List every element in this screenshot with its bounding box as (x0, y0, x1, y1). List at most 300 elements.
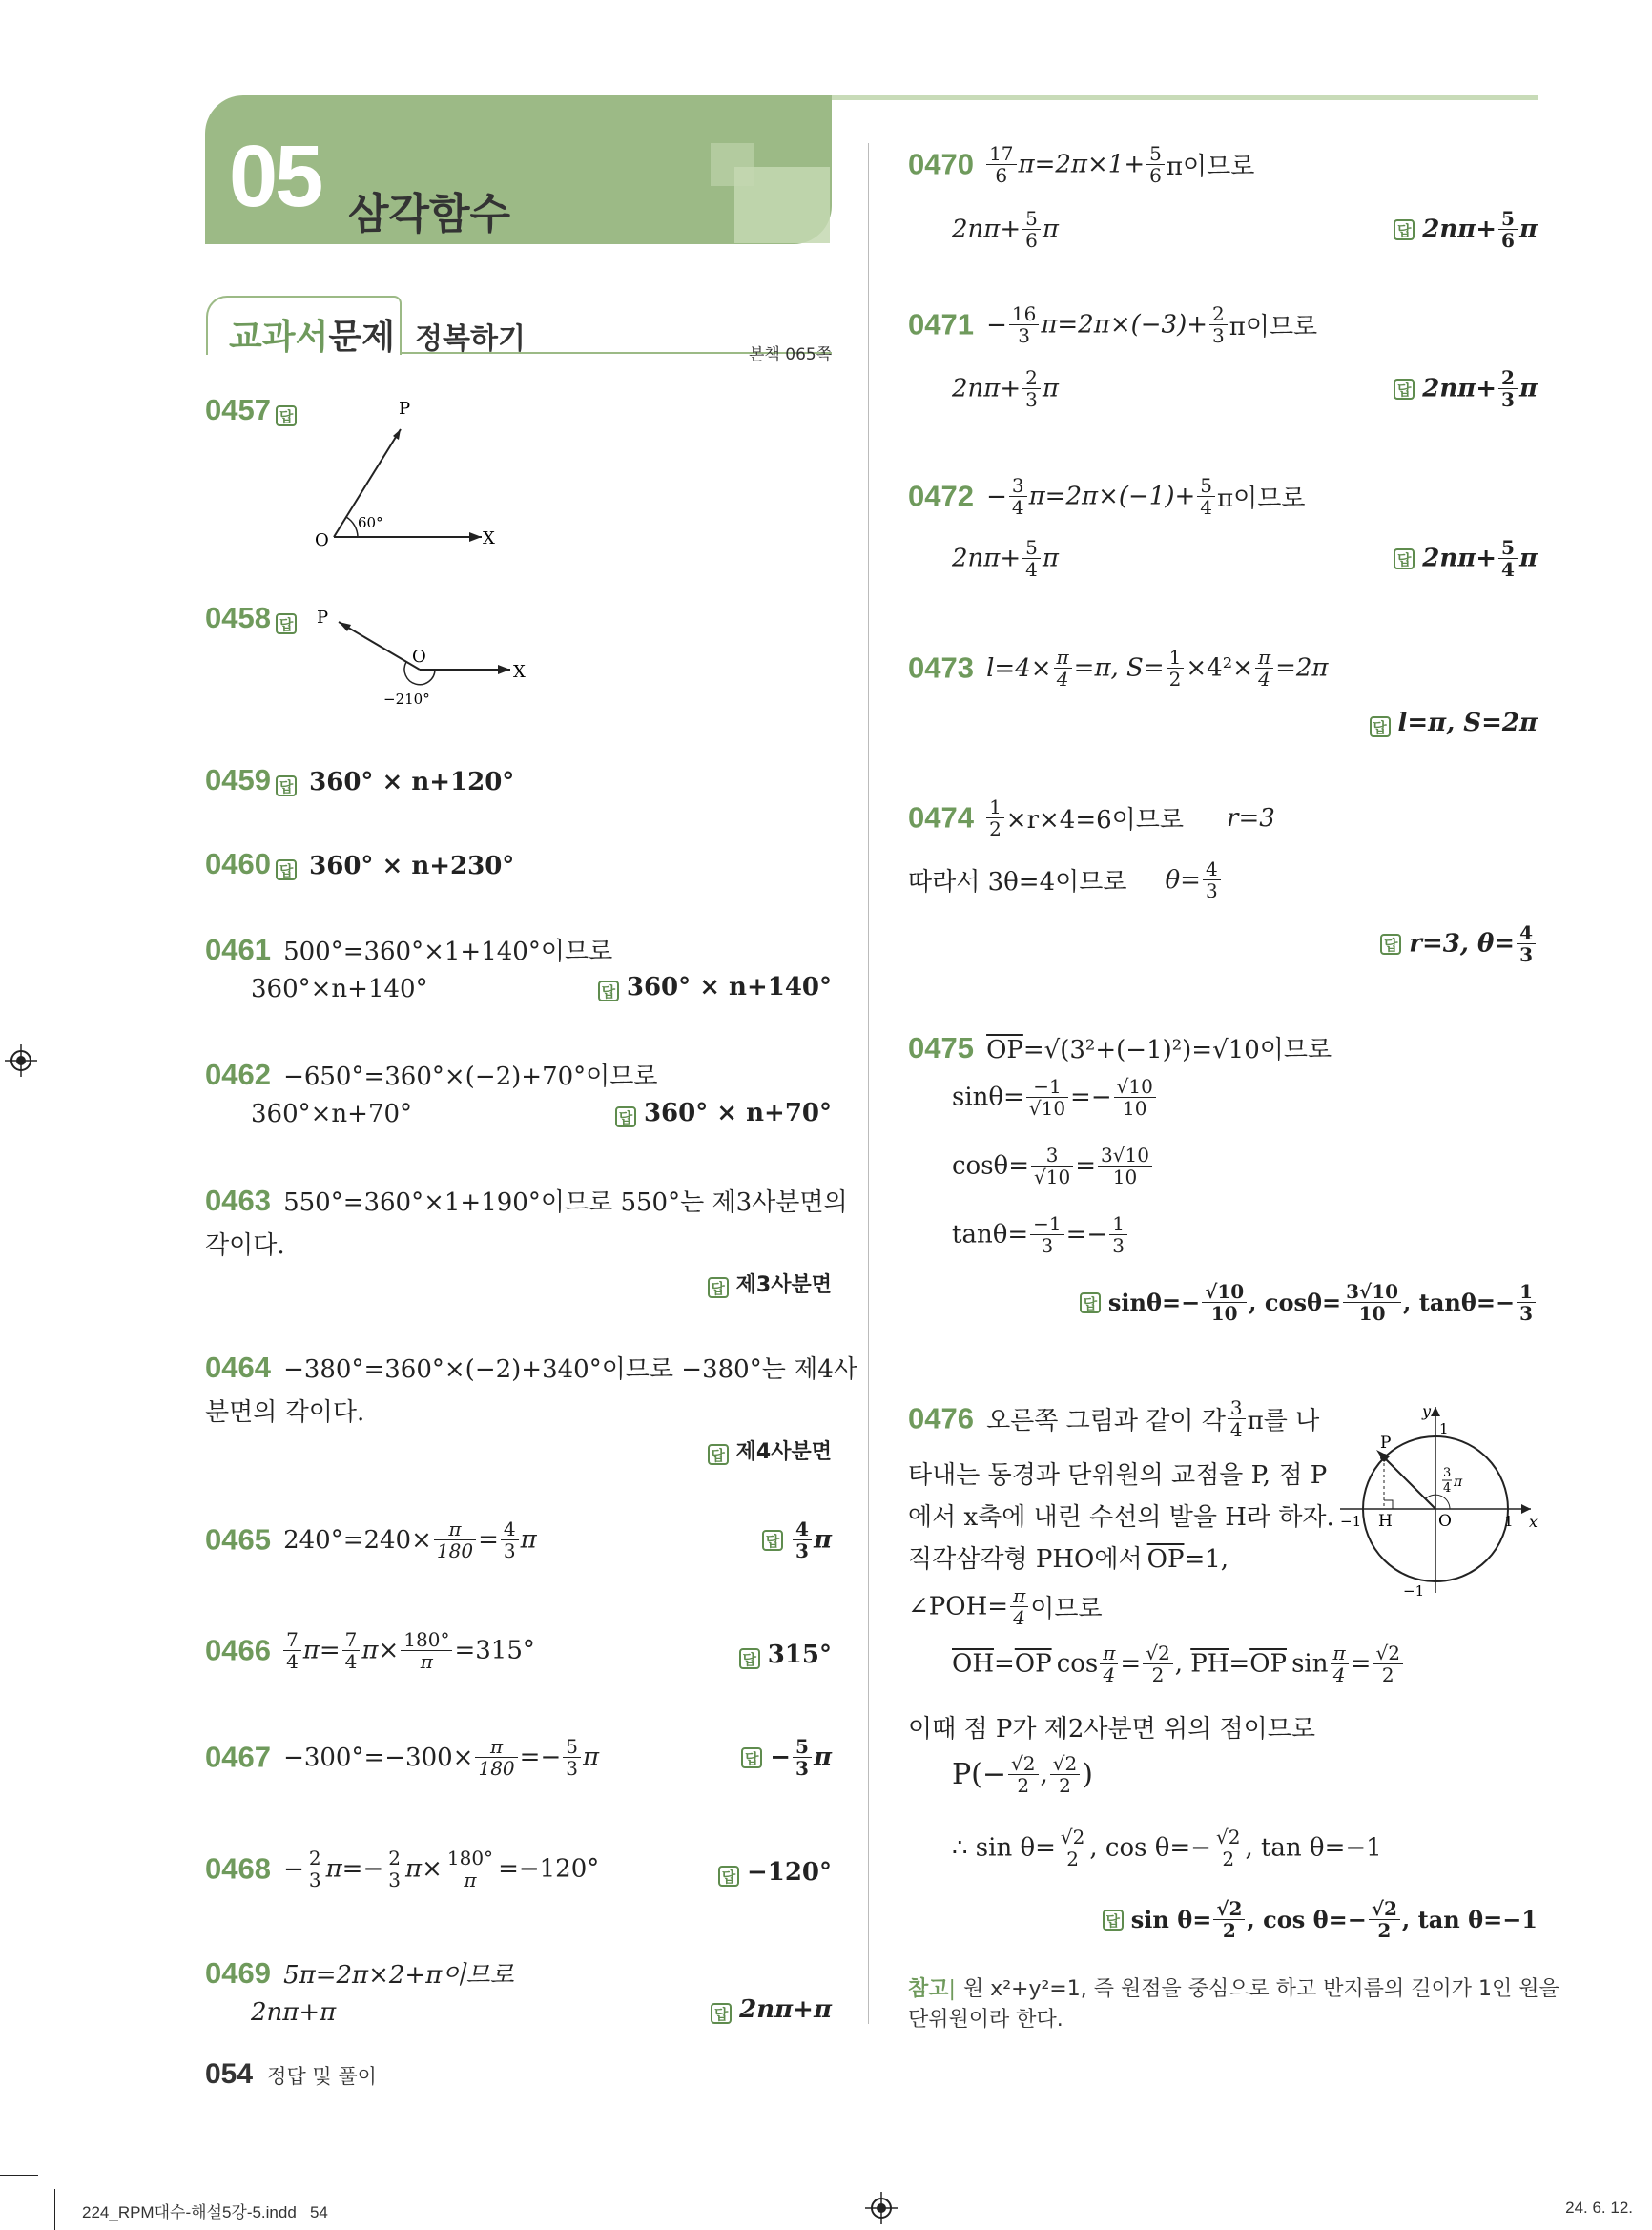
denominator: 3 (1018, 324, 1030, 347)
denominator: 3 (308, 1869, 321, 1891)
answer-tag: 답 (739, 1648, 760, 1669)
expr: π이므로 (1166, 153, 1255, 181)
segment-op: $\overline{OP}$ (1014, 1649, 1052, 1679)
solution-line-0470 (952, 208, 1059, 251)
fraction (501, 1518, 519, 1561)
fraction (1213, 1898, 1245, 1941)
expr: π=− (325, 1854, 384, 1884)
problem-0466 (205, 1629, 535, 1672)
problem-number: 0472 (908, 479, 974, 513)
problem-number: 0466 (205, 1633, 271, 1667)
fraction (1202, 1281, 1247, 1324)
solution-line-l8 (952, 1753, 1093, 1796)
expr: π (813, 1525, 832, 1555)
segment-oh: $\overline{OH}$ (952, 1649, 994, 1679)
fraction (1213, 1827, 1243, 1869)
expr: π=2π×(−1)+ (1028, 482, 1196, 511)
numerator: √2 (1213, 1827, 1243, 1848)
denominator: 3 (1205, 879, 1218, 902)
fraction (986, 143, 1016, 186)
answer: −120° (746, 1858, 832, 1887)
problem-0470 (908, 143, 1254, 186)
denominator: 2 (1017, 1774, 1030, 1797)
note-block (908, 1972, 1559, 2002)
problem-0468 (205, 1848, 599, 1890)
denominator: 4 (1011, 496, 1024, 519)
expr: π (1042, 544, 1059, 573)
label-angle: −210° (383, 691, 430, 708)
problem-number: 0459 (205, 763, 271, 796)
fraction (1228, 1397, 1246, 1440)
numerator: √2 (1058, 1827, 1087, 1848)
label-H: H (1378, 1512, 1393, 1531)
denominator: 4 (1501, 558, 1515, 581)
answer-tag: 답 (1103, 1910, 1124, 1931)
solution-line: 분면의 각이다. (205, 1398, 365, 1427)
numerator: π (475, 1736, 517, 1758)
answer-0470 (1394, 208, 1538, 251)
right-angle-mark (1384, 1500, 1393, 1509)
problem-number: 0463 (205, 1184, 271, 1217)
angle-arc (346, 517, 358, 537)
numerator: 2 (1022, 367, 1041, 389)
expr: , cosθ= (1249, 1289, 1342, 1316)
problem-number: 0473 (908, 650, 974, 685)
answer-tag: 답 (718, 1866, 739, 1887)
expr: sinθ= (952, 1083, 1024, 1112)
sin-line-0475 (952, 1076, 1158, 1119)
denominator: 4 (344, 1650, 358, 1673)
expr: π (582, 1743, 600, 1772)
problem-0471 (908, 303, 1317, 346)
answer-0466 (739, 1641, 832, 1669)
answer-tag: 답 (615, 1106, 636, 1127)
fraction (563, 1736, 581, 1779)
label-y: y (1422, 1402, 1432, 1420)
numerator: π (1255, 647, 1273, 669)
fraction (401, 1629, 452, 1672)
expr: π (520, 1525, 537, 1555)
answer-tag: 답 (276, 775, 297, 796)
problem-0462 (205, 1057, 658, 1092)
fraction (1143, 1642, 1172, 1685)
solution-line-l9 (952, 1827, 1382, 1869)
expr: l=4× (986, 653, 1052, 683)
fraction (1022, 537, 1041, 580)
expr: π× (361, 1636, 400, 1665)
denominator: 3 (1212, 324, 1225, 347)
denominator: π (420, 1650, 433, 1673)
fraction (1114, 1076, 1156, 1119)
label-one-right: 1 (1504, 1513, 1514, 1530)
numerator: 4 (793, 1518, 812, 1540)
expr: =√(3²+(−1)²)=√10이므로 (1022, 1036, 1332, 1064)
column-divider (868, 143, 869, 2024)
fraction (1255, 647, 1273, 690)
expr: =315° (454, 1636, 535, 1665)
denominator: 6 (995, 164, 1008, 187)
numerator: −1 (1026, 1076, 1068, 1098)
solution-line: 2nπ+π (251, 1998, 337, 2027)
numerator: √10 (1114, 1076, 1156, 1098)
expr: π (1518, 374, 1538, 403)
denominator: 10 (1112, 1166, 1138, 1188)
label-X: X (483, 528, 495, 548)
expr: =− (1070, 1083, 1112, 1112)
numerator: 3 (1031, 1145, 1073, 1167)
denominator: 4 (1258, 668, 1270, 691)
expr: , (1040, 1760, 1048, 1789)
fraction (342, 1629, 361, 1672)
denominator: 3 (795, 1539, 809, 1562)
expr: 2nπ+ (952, 374, 1022, 403)
segment-op: $\overline{OP}$ (1249, 1649, 1287, 1679)
numerator: 5 (1146, 143, 1165, 165)
numerator: 2 (306, 1848, 324, 1869)
answer: 360° × n+70° (643, 1099, 832, 1127)
expr: − (986, 482, 1007, 511)
expr: θ= (1165, 865, 1201, 895)
y-axis-arrow (1431, 1407, 1440, 1416)
fraction (986, 796, 1004, 839)
numerator: 2 (385, 1848, 403, 1869)
problem-number: 0470 (908, 147, 974, 181)
expr: 2nπ+ (1422, 215, 1497, 244)
problem-0460 (205, 847, 514, 881)
expr: = (1075, 1151, 1096, 1181)
expr: = (478, 1525, 499, 1555)
point-P (1380, 1454, 1388, 1461)
page-footer (205, 2058, 377, 2091)
ray-op (339, 622, 420, 670)
crop-mark-left (0, 2175, 38, 2176)
denominator: 10 (1358, 1302, 1386, 1325)
expr: sin (1291, 1649, 1329, 1679)
problem-0473 (908, 647, 1329, 690)
registration-mark-bottom (865, 2192, 898, 2224)
answer-tag: 답 (1080, 1292, 1101, 1313)
answer-0464 (708, 1435, 832, 1465)
note-divider: | (948, 1977, 956, 2001)
denominator: 3 (1112, 1234, 1125, 1257)
angle-figure-0458 (305, 601, 544, 715)
numerator: 5 (793, 1736, 812, 1758)
fraction (475, 1736, 517, 1779)
solution-line-0472 (952, 537, 1059, 580)
page-label: 정답 및 풀이 (267, 2065, 377, 2088)
cos-line-0475 (952, 1145, 1154, 1187)
expr: π (813, 1743, 832, 1772)
angle-figure-0457 (305, 396, 525, 558)
label-frac-num: 3 (1443, 1466, 1452, 1480)
answer-0462 (615, 1099, 832, 1127)
answer: l=π, S=2π (1397, 709, 1538, 737)
answer-0471 (1394, 367, 1538, 410)
numerator: 4 (1203, 858, 1221, 880)
denominator: 4 (1332, 1663, 1346, 1686)
denominator: 3 (503, 1539, 516, 1562)
problem-0472 (908, 475, 1305, 518)
answer-0469 (711, 1995, 832, 2024)
denominator: 2 (1151, 1663, 1165, 1686)
problem-0476 (908, 1397, 1319, 1440)
expr: r=3 (1227, 803, 1275, 833)
note-line-1: 원 x²+y²=1, 즉 원점을 중심으로 하고 반지름의 길이가 1인 원을 (962, 1977, 1559, 2001)
denominator: 6 (1149, 164, 1162, 187)
answer: 360° × n+120° (309, 768, 515, 796)
solution-line-l5 (908, 1585, 1103, 1628)
numerator: 7 (342, 1629, 361, 1651)
fraction (1022, 208, 1041, 251)
problem-number: 0464 (205, 1351, 271, 1384)
solution-line: 500°=360°×1+140°이므로 (283, 938, 613, 966)
expr: sin θ= (1130, 1906, 1212, 1933)
numerator: 5 (1498, 537, 1518, 559)
expr: =−120° (498, 1854, 600, 1884)
fraction (793, 1736, 812, 1779)
fraction (1031, 1145, 1073, 1187)
problem-number: 0458 (205, 601, 271, 634)
ray-ox-arrow (469, 532, 482, 542)
answer-tag: 답 (1394, 379, 1415, 400)
expr: ∴ sin θ= (952, 1833, 1056, 1863)
expr: π (1042, 374, 1059, 403)
solution-line-l6 (952, 1642, 1405, 1685)
numerator: 1 (1517, 1281, 1536, 1303)
fraction (1100, 1642, 1118, 1685)
problem-0474 (908, 796, 1275, 839)
denominator: 2 (1066, 1848, 1080, 1870)
answer-tag: 답 (598, 981, 619, 1001)
answer-0463 (708, 1269, 832, 1298)
fraction (283, 1629, 301, 1672)
fraction (1054, 647, 1072, 690)
fraction (1197, 475, 1215, 518)
ray-op-arrow (339, 622, 351, 631)
expr: = (994, 1649, 1015, 1679)
label-one-top: 1 (1439, 1420, 1449, 1437)
fraction (1343, 1281, 1401, 1324)
denominator: 3 (388, 1869, 401, 1891)
numerator: 4 (501, 1518, 519, 1540)
answer-tag: 답 (276, 859, 297, 880)
answer-0472 (1394, 537, 1538, 580)
denominator: 2 (1222, 1919, 1236, 1942)
numerator: 7 (283, 1629, 301, 1651)
answer-0465 (762, 1518, 832, 1561)
problem-number: 0462 (205, 1058, 271, 1091)
note-label: 참고 (908, 1977, 949, 2001)
denominator: 3 (1519, 943, 1533, 966)
fraction (1498, 208, 1518, 251)
numerator: 1 (986, 796, 1004, 818)
solution-line: 타내는 동경과 단위원의 교점을 P, 점 P (908, 1461, 1328, 1490)
numerator: √2 (1050, 1753, 1080, 1775)
expr: =− (1065, 1220, 1108, 1249)
answer-tag: 답 (1380, 934, 1401, 955)
fraction (1369, 1898, 1400, 1941)
fraction (444, 1848, 496, 1890)
header-top-rule (832, 95, 1538, 100)
solution-line: 각이다. (205, 1231, 285, 1260)
fraction (793, 1518, 812, 1561)
numerator: 5 (563, 1736, 581, 1758)
numerator: 5 (1022, 208, 1041, 230)
solution-line: −380°=360°×(−2)+340°이므로 −380°는 제4사 (283, 1355, 857, 1384)
numerator: 5 (1197, 475, 1215, 497)
registration-mark-left (5, 1044, 37, 1077)
denominator: 2 (989, 817, 1002, 840)
answer-tag: 답 (276, 405, 297, 426)
solution-line: 360°×n+140° (251, 975, 428, 1003)
denominator: 3 (1519, 1302, 1533, 1325)
expr: , tan θ=−1 (1245, 1833, 1382, 1863)
expr: ) (1082, 1758, 1093, 1791)
numerator: 1 (1109, 1213, 1127, 1235)
print-date: 24. 6. 12. (1565, 2199, 1633, 2217)
answer-tag: 답 (1370, 716, 1391, 737)
answer-tag: 답 (741, 1747, 762, 1768)
answer-tag: 답 (708, 1444, 729, 1465)
section-label-3: 정복하기 (415, 322, 526, 356)
expr: , tanθ=− (1403, 1289, 1516, 1316)
denominator: 3 (1041, 1234, 1054, 1257)
numerator: 16 (1009, 303, 1039, 325)
problem-0461 (205, 932, 612, 967)
numerator: 2 (1209, 303, 1228, 325)
numerator: √2 (1213, 1898, 1245, 1920)
numerator: 3 (1009, 475, 1027, 497)
denominator: 2 (1222, 1848, 1235, 1870)
solution-line: 이때 점 P가 제2사분면 위의 점이므로 (908, 1715, 1315, 1744)
label-X: X (513, 662, 526, 682)
fraction (434, 1518, 476, 1561)
numerator: π (1100, 1642, 1118, 1664)
fraction (1098, 1145, 1152, 1187)
denominator: 2 (1168, 668, 1182, 691)
fraction (1167, 647, 1185, 690)
denominator: 2 (1381, 1663, 1394, 1686)
header-deco-square-2 (734, 167, 830, 243)
expr: 따라서 3θ=4이므로 (908, 868, 1127, 897)
denominator: 10 (1123, 1097, 1147, 1120)
problem-0467 (205, 1736, 599, 1779)
answer-0468 (718, 1858, 832, 1887)
note-line-2: 단위원이라 한다. (908, 2008, 1063, 2032)
segment-op: $\overline{OP}$ (1146, 1545, 1185, 1574)
problem-0463 (205, 1183, 848, 1218)
expr: − (283, 1854, 304, 1884)
expr: cosθ= (952, 1151, 1029, 1181)
denominator: 180 (436, 1539, 474, 1562)
page-number: 054 (205, 2058, 254, 2090)
denominator: 4 (286, 1650, 299, 1673)
denominator: 180 (478, 1757, 515, 1780)
denominator: √10 (1034, 1166, 1071, 1188)
numerator: −1 (1030, 1213, 1063, 1235)
segment-op: $\overline{OP}$ (986, 1036, 1023, 1064)
problem-number: 0461 (205, 933, 271, 966)
fraction (1498, 537, 1518, 580)
answer-tag: 답 (1394, 219, 1415, 240)
unit-circle-figure (1331, 1397, 1545, 1607)
answer: 360° × n+140° (626, 973, 832, 1001)
answer: 제4사분면 (735, 1440, 832, 1464)
numerator: 1 (1167, 647, 1185, 669)
numerator: √2 (1143, 1642, 1172, 1664)
solution-line: 5π=2π×2+π이므로 (283, 1961, 514, 1990)
expr: ×4²× (1186, 653, 1253, 683)
solution-line: 360°×n+70° (251, 1100, 413, 1128)
answer-0473 (1370, 709, 1538, 737)
numerator: π (1331, 1642, 1349, 1664)
expr: = (1350, 1649, 1372, 1679)
denominator: 4 (1200, 496, 1213, 519)
problem-number: 0468 (205, 1851, 271, 1886)
fraction (385, 1848, 403, 1890)
chapter-number: 05 (229, 128, 321, 225)
answer-tag: 답 (711, 2003, 732, 2024)
expr: , tan θ=−1 (1401, 1906, 1538, 1933)
problem-0464 (205, 1350, 857, 1385)
terminal-side (1384, 1457, 1435, 1509)
answer-tag: 답 (708, 1277, 729, 1298)
solution-line-l4 (908, 1539, 1229, 1575)
tan-line-0475 (952, 1213, 1129, 1256)
expr: 오른쪽 그림과 같이 각 (986, 1407, 1226, 1435)
problem-number: 0476 (908, 1401, 974, 1435)
numerator: 4 (1517, 922, 1536, 944)
expr: = (1120, 1649, 1142, 1679)
numerator: 5 (1498, 208, 1518, 230)
numerator: 3√10 (1343, 1281, 1401, 1303)
numerator: π (1054, 647, 1072, 669)
answer-0476 (1103, 1898, 1538, 1941)
expr: =− (519, 1743, 562, 1772)
answer-0461 (598, 973, 832, 1001)
expr: tanθ= (952, 1220, 1029, 1249)
expr: 이므로 (1030, 1595, 1103, 1623)
expr: π (1042, 215, 1059, 244)
ray-ox-arrow (498, 665, 510, 674)
numerator: 180° (401, 1629, 452, 1651)
answer-tag: 답 (762, 1530, 783, 1551)
numerator: 2 (1498, 367, 1518, 389)
answer-0467 (741, 1736, 832, 1779)
expr: 2nπ+ (1422, 374, 1497, 403)
book-reference: 본책 065쪽 (749, 345, 833, 364)
expr: π이므로 (1217, 485, 1306, 513)
numerator: 5 (1022, 537, 1041, 559)
expr: = (1229, 1649, 1250, 1679)
denominator: 4 (1013, 1606, 1025, 1629)
chapter-title: 삼각함수 (348, 190, 511, 238)
numerator: π (434, 1518, 476, 1540)
solution-line: 에서 x축에 내린 수선의 발을 H라 하자. (908, 1503, 1334, 1532)
problem-number: 0475 (908, 1031, 974, 1064)
solution-line-0474 (908, 858, 1223, 901)
label-O: O (1438, 1512, 1452, 1531)
fraction (1498, 367, 1518, 410)
label-O: O (315, 530, 329, 550)
section-label-1: 교과서 (229, 318, 329, 357)
fraction (1058, 1827, 1087, 1869)
label-P: P (399, 399, 411, 419)
problem-0458 (205, 601, 304, 635)
problem-number: 0460 (205, 847, 271, 880)
label-P: P (317, 608, 329, 628)
answer-tag: 답 (276, 613, 297, 634)
